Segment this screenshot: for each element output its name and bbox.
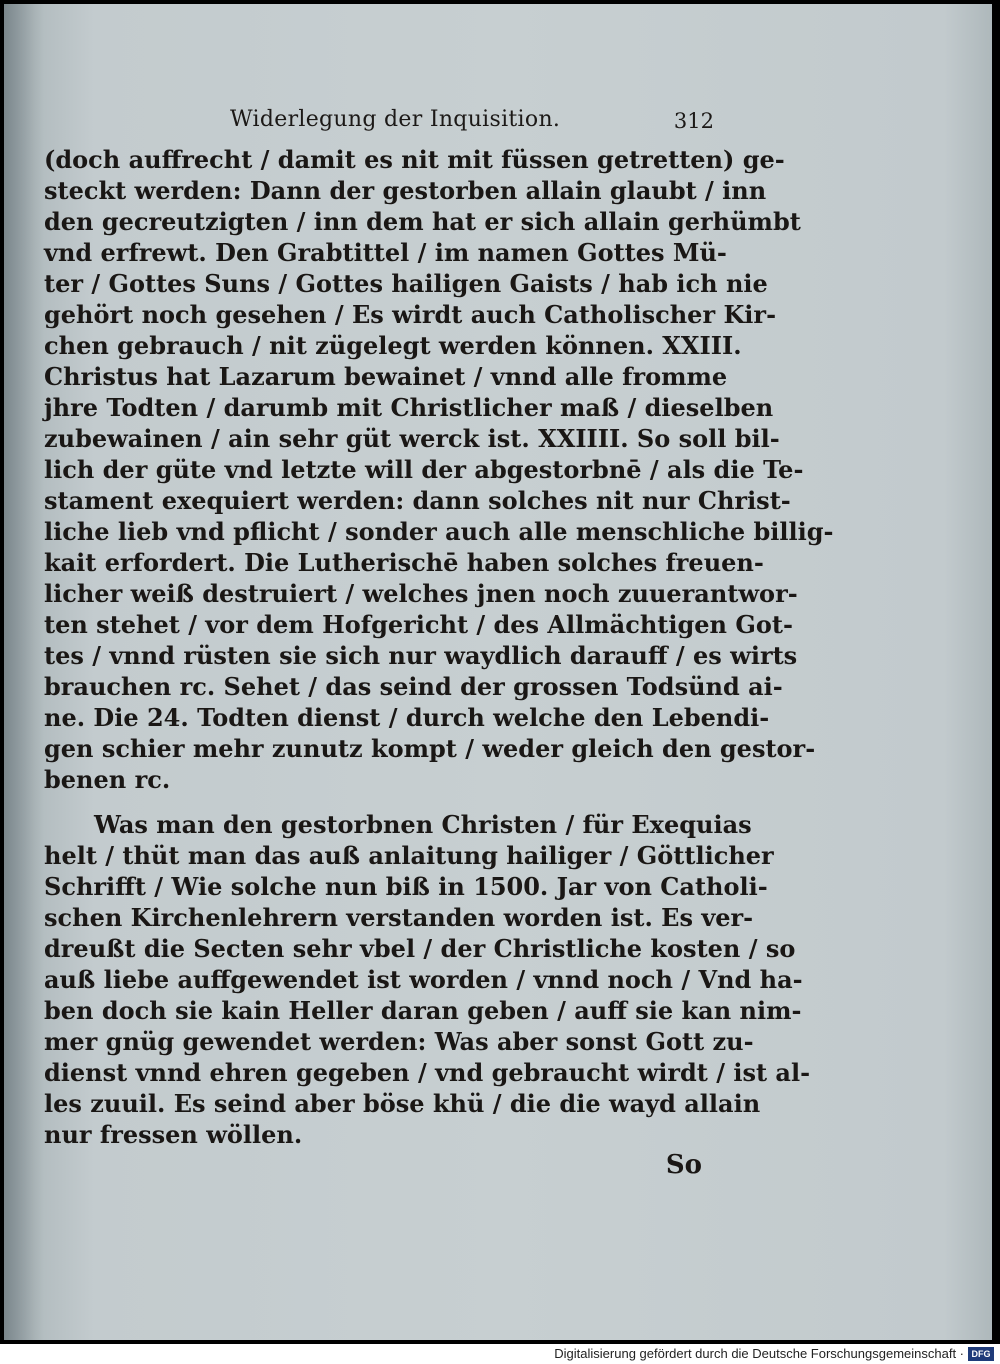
text-line: dreußt die Secten sehr vbel / der Christliche kosten / so <box>44 934 796 963</box>
main-text-block <box>44 144 834 1150</box>
text-line: gen schier mehr zunutz kompt / weder gleich den gestor- <box>44 734 816 763</box>
text-line: tes / vnnd rüsten sie sich nur waydlich darauff / es wirts <box>44 641 798 670</box>
text-line: helt / thüt man das auß anlaitung hailiger / Göttlicher <box>44 841 774 870</box>
text-line: ten stehet / vor dem Hofgericht / des Allmächtigen Got- <box>44 610 793 639</box>
text-line: vnd erfrewt. Den Grabtittel / im namen Gottes Mü- <box>44 238 727 267</box>
page-number: 312 <box>673 109 714 133</box>
text-line: lich der güte vnd letzte will der abgestorbnē / als die Te- <box>44 455 804 484</box>
catchword: So <box>665 1150 702 1180</box>
page-header <box>230 107 714 147</box>
funding-credit: Digitalisierung gefördert durch die Deutsche Forschungsgemeinschaft · <box>554 1346 964 1361</box>
dfg-logo-icon: DFG <box>968 1347 994 1361</box>
text-line: steckt werden: Dann der gestorben allain glaubt / inn <box>44 176 767 205</box>
text-line: licher weiß destruiert / welches jnen noch zuuerantwor- <box>44 579 798 608</box>
paragraph-first-line: Was man den gestorbnen Christen / für Exequias <box>94 810 752 839</box>
text-line: les zuuil. Es seind aber böse khü / die die wayd allain <box>44 1089 761 1118</box>
text-line: chen gebrauch / nit zügelegt werden können. XXIII. <box>44 331 742 360</box>
running-title: Widerlegung der Inquisition. <box>230 107 561 132</box>
text-line: nur fressen wöllen. <box>44 1120 303 1149</box>
text-line: kait erfordert. Die Lutherischē haben solches freuen- <box>44 548 764 577</box>
text-line: ne. Die 24. Todten dienst / durch welche den Lebendi- <box>44 703 770 732</box>
text-line: mer gnüg gewendet werden: Was aber sonst Gott zu- <box>44 1027 754 1056</box>
text-line: liche lieb vnd pflicht / sonder auch alle menschliche billig- <box>44 517 834 546</box>
text-line: brauchen rc. Sehet / das seind der grossen Todsünd ai- <box>44 672 783 701</box>
text-line: Schrifft / Wie solche nun biß in 1500. Jar von Catholi- <box>44 872 768 901</box>
text-line: zubewainen / ain sehr güt werck ist. XXIIII. So soll bil- <box>44 424 780 453</box>
text-line: ter / Gottes Suns / Gottes hailigen Gaists / hab ich nie <box>44 269 768 298</box>
text-line: gehört noch gesehen / Es wirdt auch Catholischer Kir- <box>44 300 777 329</box>
text-line: schen Kirchenlehrern verstanden worden ist. Es ver- <box>44 903 754 932</box>
text-line: Christus hat Lazarum bewainet / vnnd alle fromme <box>44 362 728 391</box>
spine-shadow <box>4 4 44 1340</box>
text-line: dienst vnnd ehren gegeben / vnd gebraucht wirdt / ist al- <box>44 1058 811 1087</box>
text-line: (doch auffrecht / damit es nit mit füssen getretten) ge- <box>44 145 785 174</box>
text-line: jhre Todten / darumb mit Christlicher maß / dieselben <box>44 393 774 422</box>
text-line: benen rc. <box>44 765 171 794</box>
text-line: auß liebe auffgewendet ist worden / vnnd noch / Vnd ha- <box>44 965 803 994</box>
text-line: ben doch sie kain Heller daran geben / auff sie kan nim- <box>44 996 802 1025</box>
book-page <box>4 4 992 1340</box>
digitization-footer <box>0 1344 1000 1364</box>
text-line: den gecreutzigten / inn dem hat er sich allain gerhümbt <box>44 207 801 236</box>
text-line: stament exequiert werden: dann solches nit nur Christ- <box>44 486 791 515</box>
